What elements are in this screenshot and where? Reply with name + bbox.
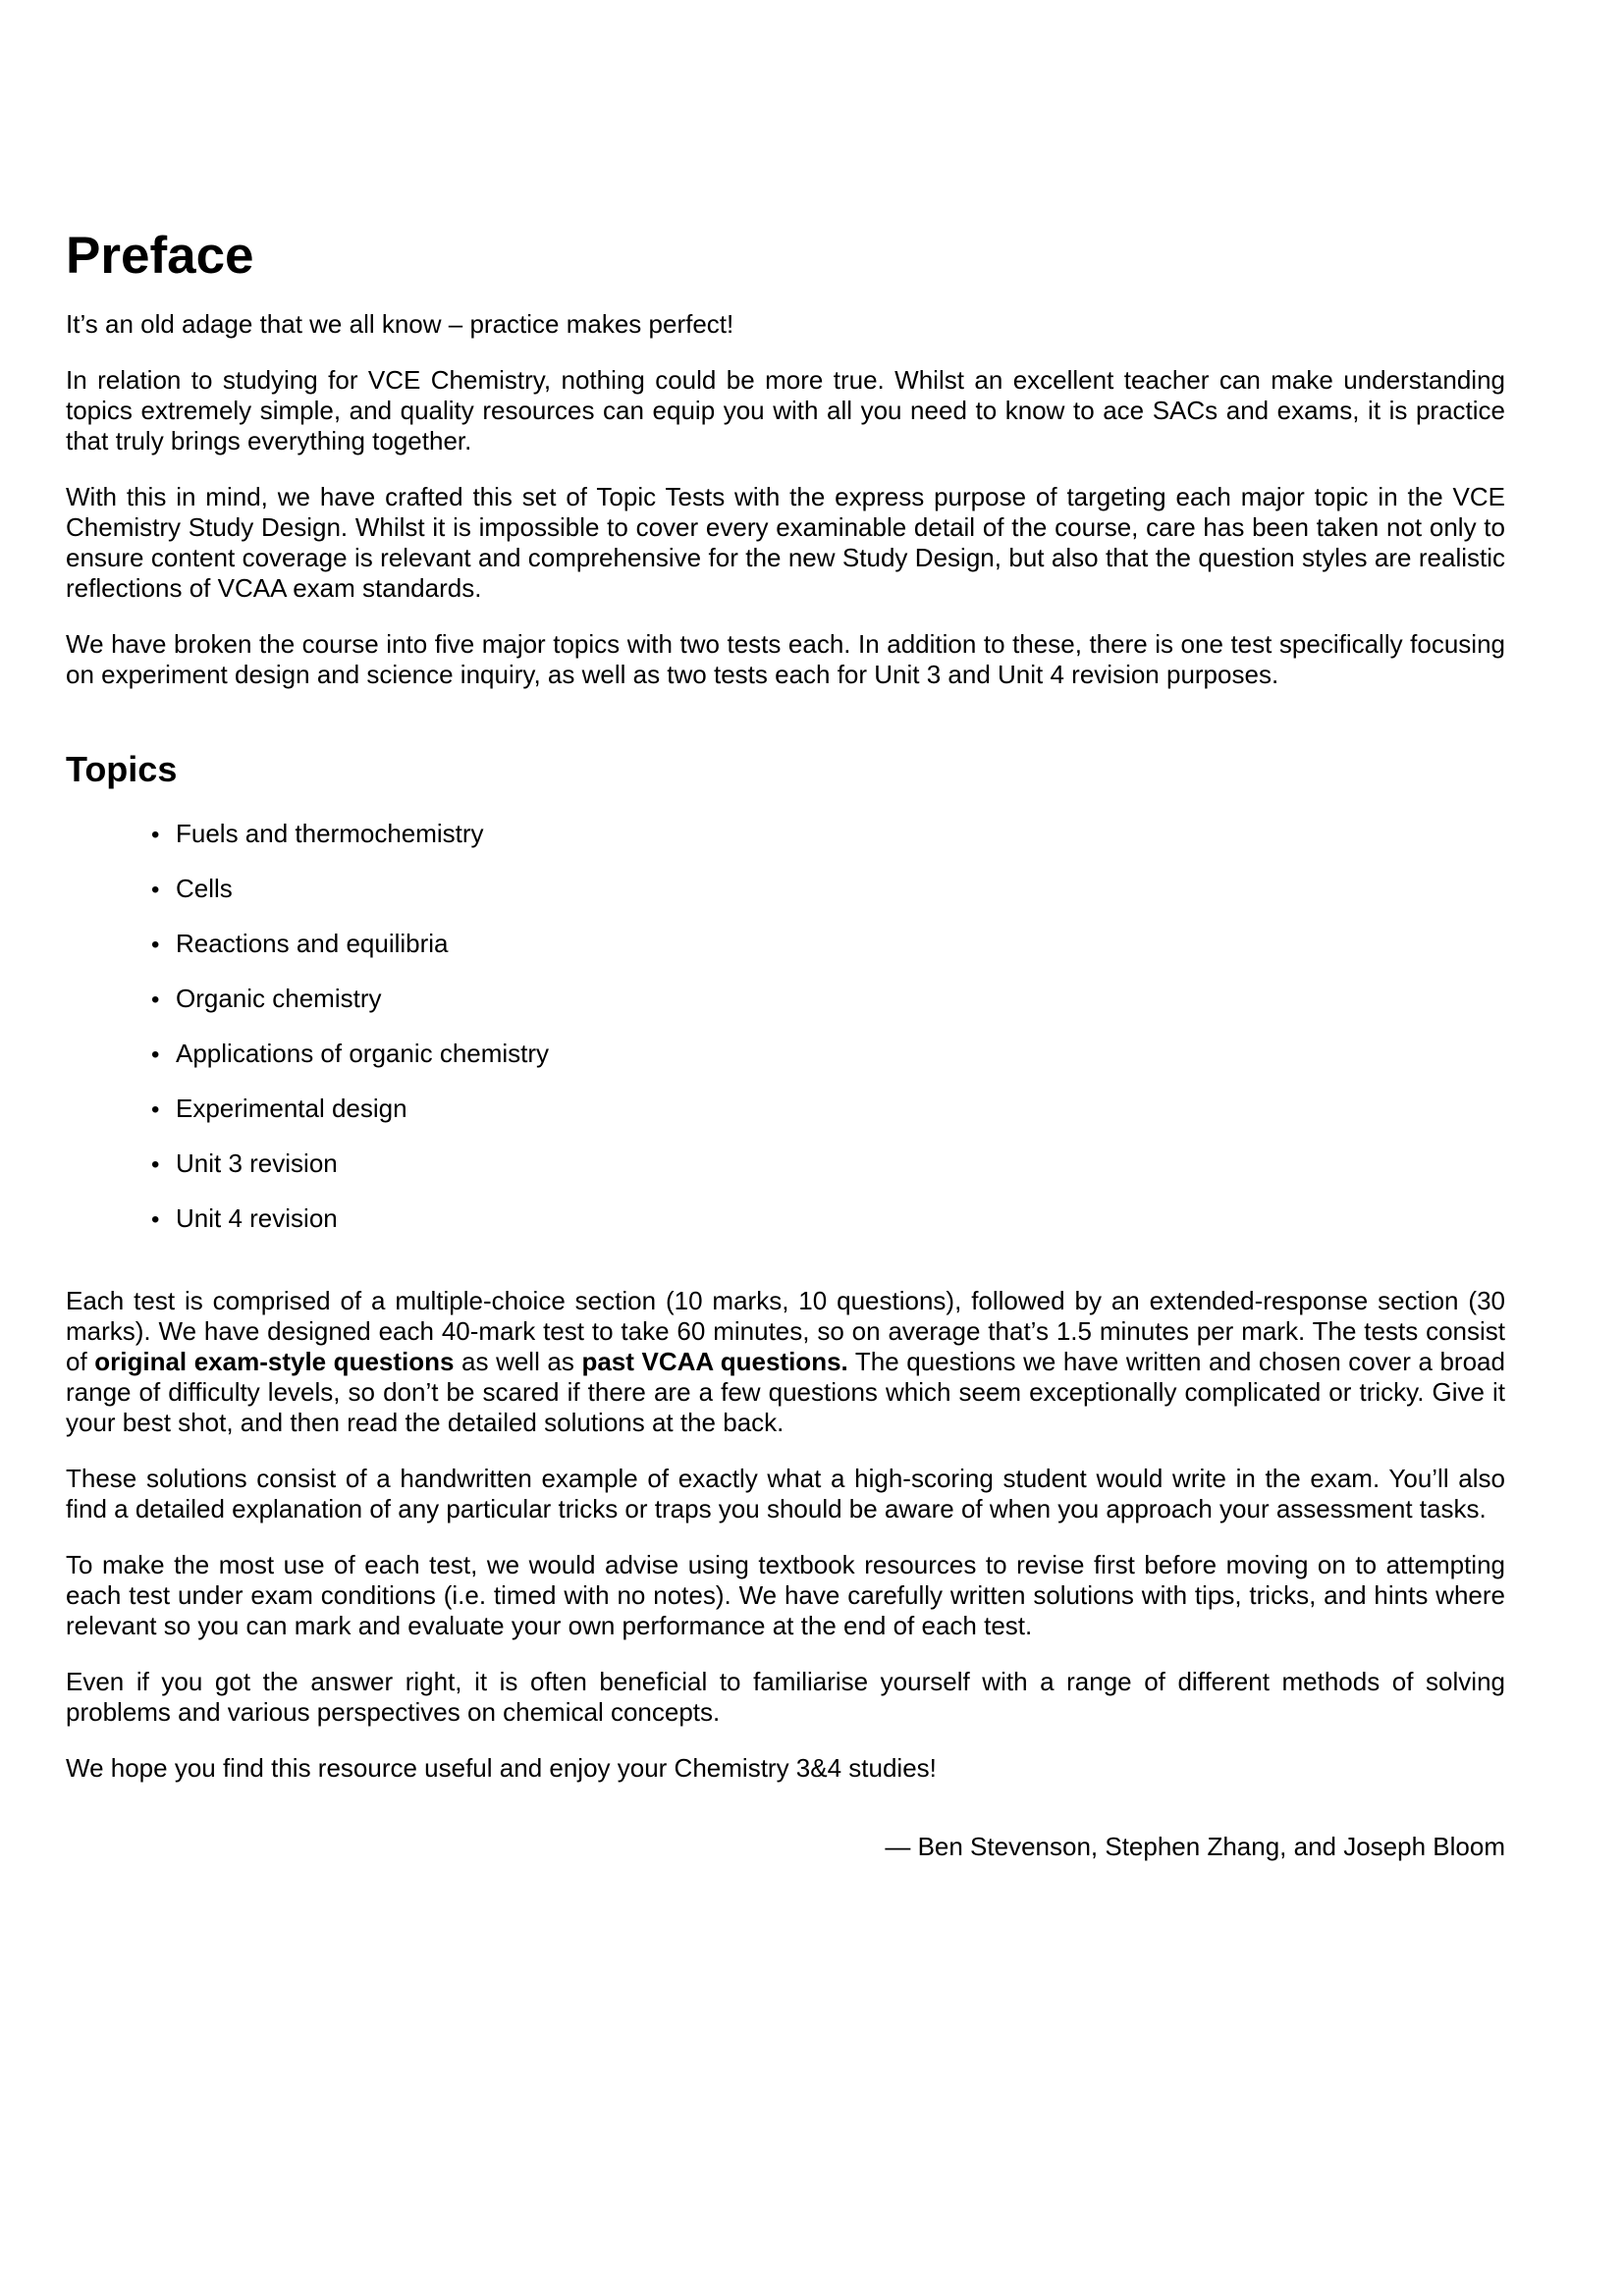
paragraph-methods: Even if you got the answer right, it is often beneficial to familiarise yourself with a range of different methods of solving problems and various perspectives on chemical concepts. <box>66 1667 1505 1727</box>
test-structure-text: as well as <box>454 1347 582 1376</box>
paragraph-adage: It’s an old adage that we all know – practice makes perfect! <box>66 309 734 339</box>
paragraph-hope: We hope you find this resource useful and enjoy your Chemistry 3&4 studies! <box>66 1753 937 1783</box>
bullet-icon: • <box>151 1206 160 1233</box>
bullet-icon: • <box>151 822 160 848</box>
paragraph-topic-tests: With this in mind, we have crafted this set of Topic Tests with the express purpose of targeting each major topic in the VCE Chemistry Study Design. Whilst it is impossible to cover every examinable detail of the course, care has been taken not only to ensure content coverage is relevant and comprehensive for the new Study Design, but also that the question styles are realistic reflections of VCAA exam standards. <box>66 482 1505 603</box>
list-item-fuels <box>66 819 1505 850</box>
bullet-icon: • <box>151 987 160 1013</box>
paragraph-solutions: These solutions consist of a handwritten example of exactly what a high-scoring student would write in the exam. You’ll also find a detailed explanation of any particular tricks or traps you should be aware of when you approach your assessment tasks. <box>66 1464 1505 1523</box>
bullet-icon: • <box>151 1151 160 1178</box>
authors-signature: — Ben Stevenson, Stephen Zhang, and Joseph Bloom <box>885 1832 1505 1861</box>
test-structure-text: The questions we have written and chosen cover a broad range of difficulty levels, so don’t be scared if there are a few questions which seem exceptionally complicated or tricky. Give it your best shot, and then read the detailed solutions at the back. <box>66 1347 1505 1437</box>
page-title: Preface <box>66 227 254 285</box>
topic-label: Unit 4 revision <box>176 1203 338 1233</box>
topic-label: Cells <box>176 874 233 903</box>
topics-heading: Topics <box>66 749 178 789</box>
topic-label: Applications of organic chemistry <box>176 1039 550 1068</box>
paragraph-advice: To make the most use of each test, we would advise using textbook resources to revise first before moving on to attempting each test under exam conditions (i.e. timed with no notes). We have carefully written solutions with tips, tricks, and hints where relevant so you can mark and evaluate your own performance at the end of each test. <box>66 1550 1505 1640</box>
bold-vcaa-questions: past VCAA questions. <box>581 1347 848 1376</box>
paragraph-course-breakdown: We have broken the course into five major topics with two tests each. In addition to these, there is one test specifically focusing on experiment design and science inquiry, as well as two tests each for Unit 3 and Unit 4 revision purposes. <box>66 629 1505 689</box>
bullet-icon: • <box>151 1096 160 1123</box>
topic-label: Unit 3 revision <box>176 1148 338 1178</box>
list-item-organic-chemistry <box>66 984 1505 1015</box>
topics-list <box>66 819 1505 1235</box>
topic-label: Reactions and equilibria <box>176 929 449 958</box>
paragraph-practice: In relation to studying for VCE Chemistry, nothing could be more true. Whilst an excellent teacher can make understanding topics extremely simple, and quality resources can equip you with all you need to know to ace SACs and exams, it is practice that truly brings everything together. <box>66 365 1505 455</box>
list-item-cells <box>66 874 1505 905</box>
list-item-experimental-design <box>66 1094 1505 1125</box>
bullet-icon: • <box>151 1041 160 1068</box>
test-structure-text: Each test is comprised of a multiple-choice section (10 marks, 10 questions), followed by an extended-response section (30 marks). We have designed each 40-mark test to take 60 minutes, so on average that’s 1.5 minutes per mark. The tests consist of <box>66 1286 1505 1376</box>
list-item-reactions-equilibria <box>66 929 1505 960</box>
list-item-unit3-revision <box>66 1148 1505 1180</box>
bold-original-questions: original exam-style questions <box>94 1347 455 1376</box>
topic-label: Experimental design <box>176 1094 407 1123</box>
paragraph-test-structure <box>66 1286 1505 1438</box>
list-item-unit4-revision <box>66 1203 1505 1235</box>
list-item-applications-organic <box>66 1039 1505 1070</box>
topic-label: Fuels and thermochemistry <box>176 819 484 848</box>
bullet-icon: • <box>151 932 160 958</box>
bullet-icon: • <box>151 877 160 903</box>
topic-label: Organic chemistry <box>176 984 382 1013</box>
